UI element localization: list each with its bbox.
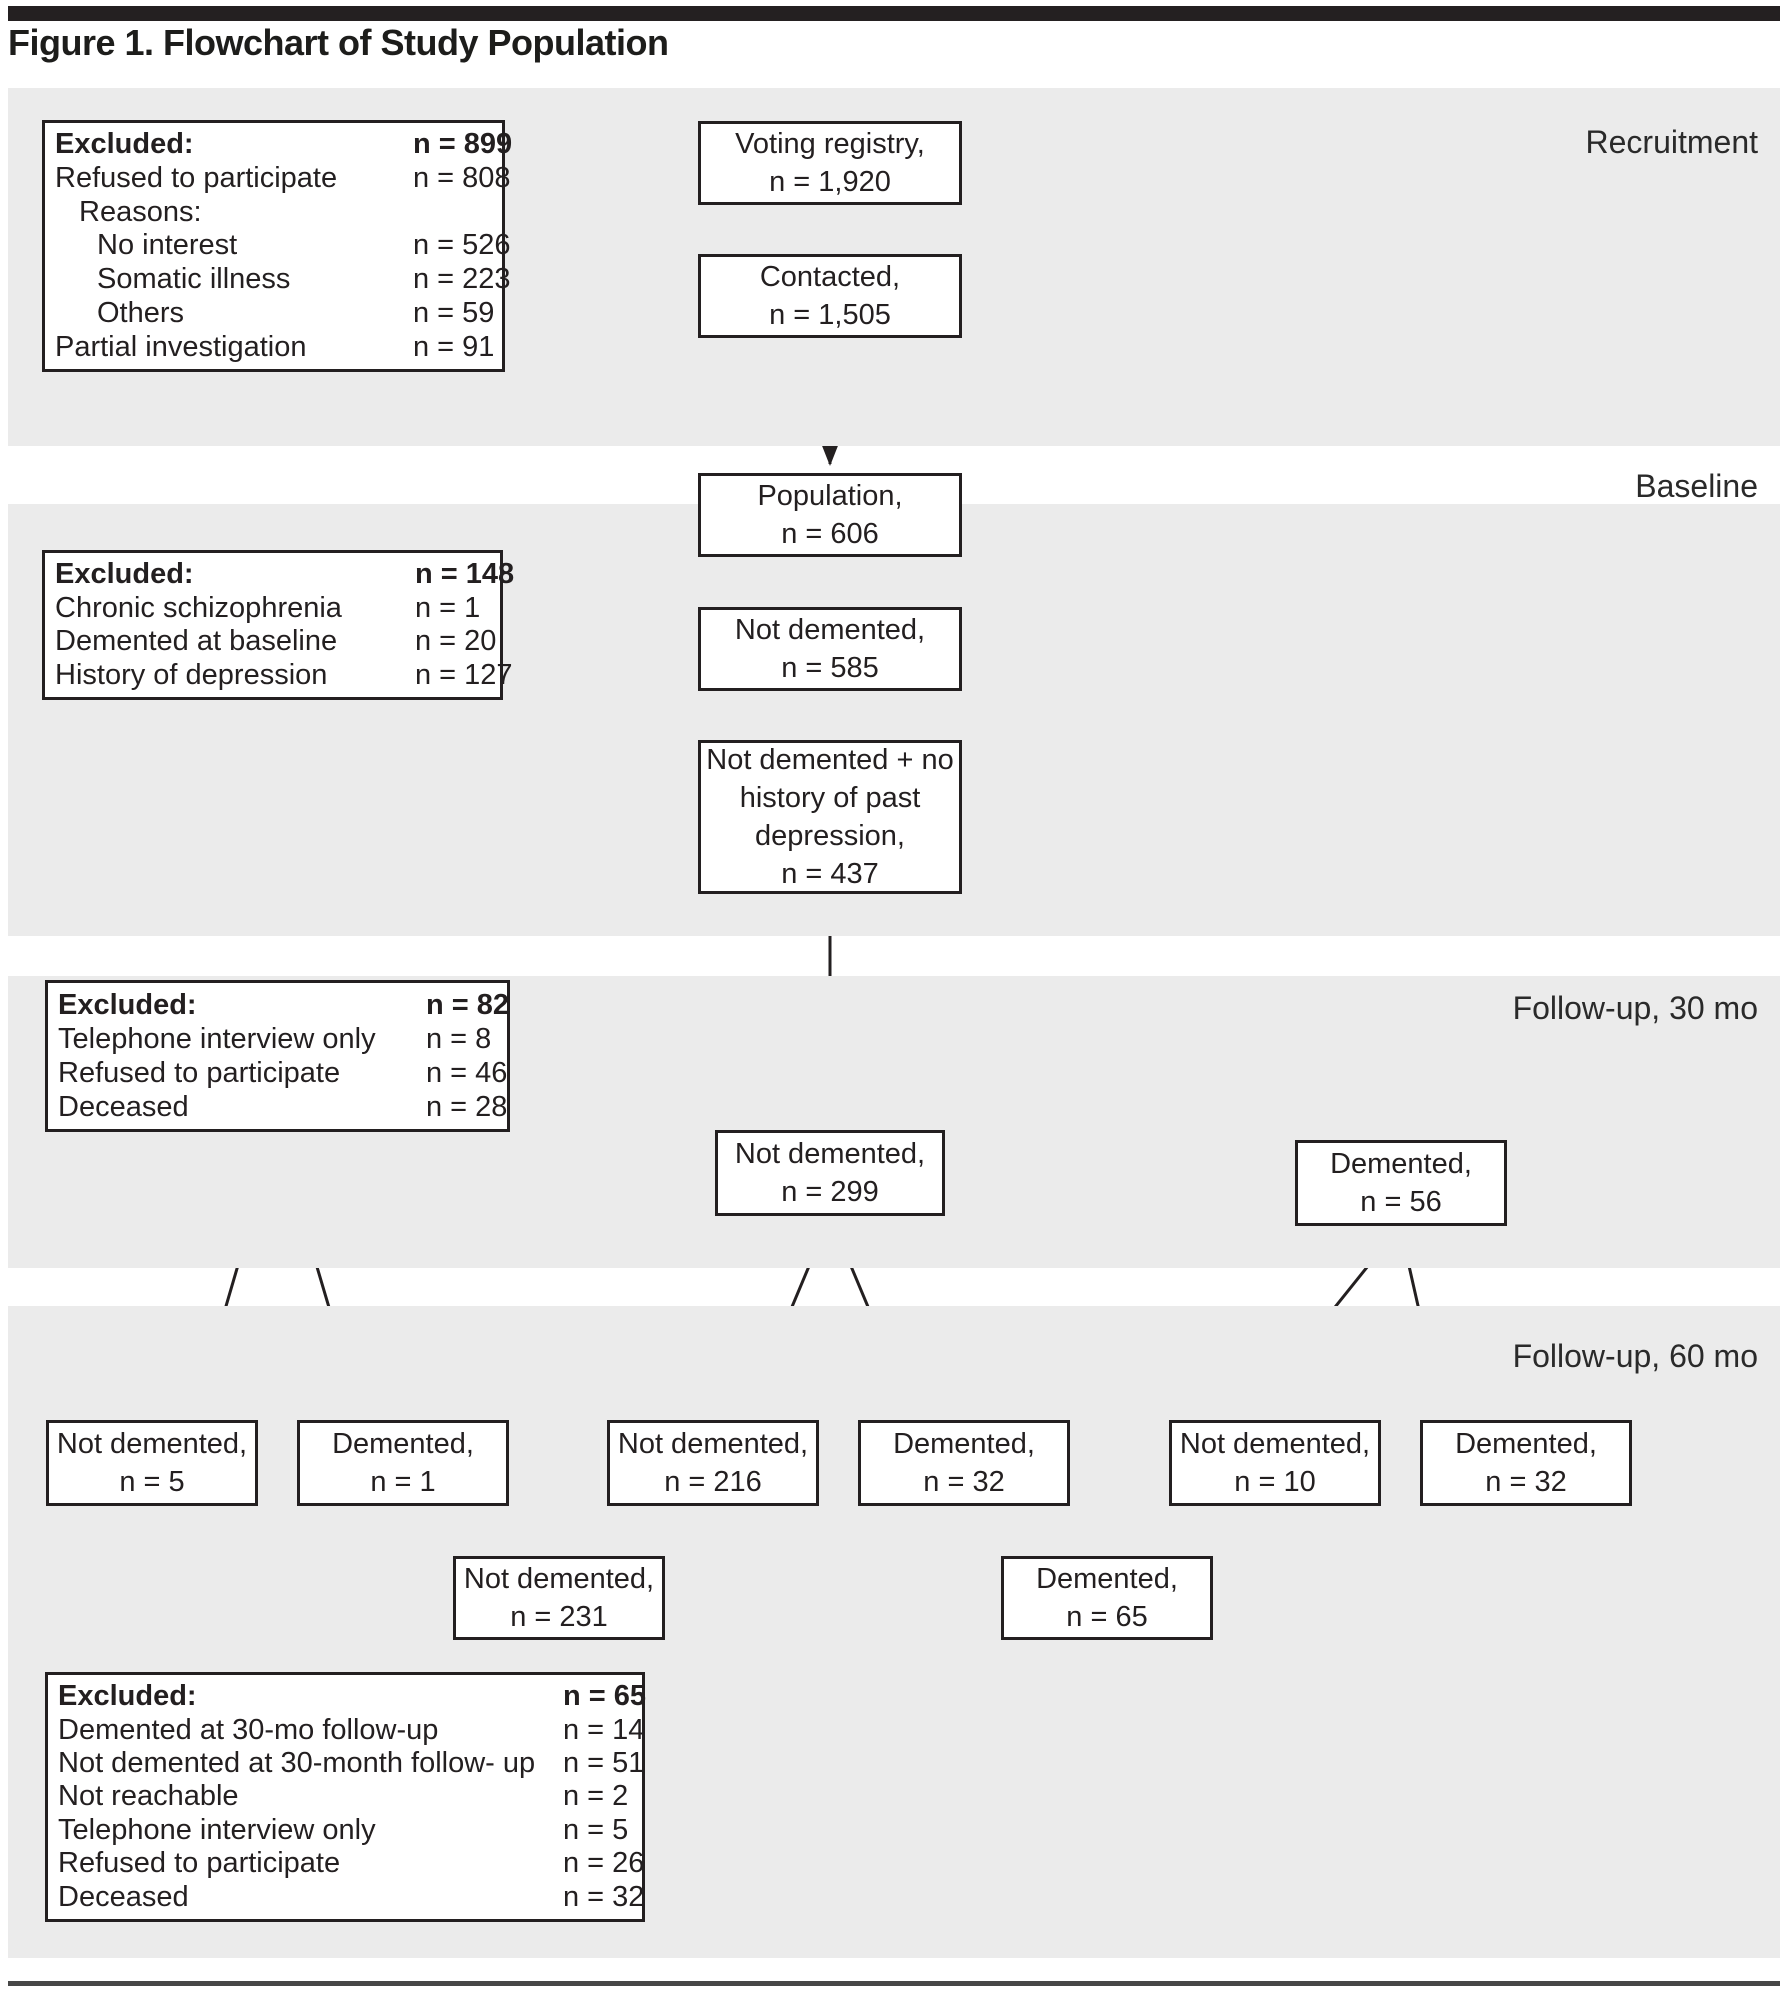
- node-line: Demented,: [332, 1428, 474, 1460]
- exclusion-row: [55, 331, 502, 364]
- node-line: Not demented,: [734, 1138, 926, 1170]
- node-not-demented-585: [698, 607, 962, 691]
- excluded-60mo-box: [45, 1672, 645, 1922]
- exclusion-label: Telephone interview only: [58, 1813, 376, 1846]
- exclusion-value: n = 46: [426, 1056, 508, 1089]
- node-line: Population,: [757, 480, 903, 512]
- node-contacted: [698, 254, 962, 338]
- exclusion-label: Chronic schizophrenia: [55, 591, 342, 624]
- node-not-demented-no-history-437: [698, 740, 962, 894]
- exclusion-label: No interest: [97, 229, 238, 262]
- node-line: Demented,: [1455, 1428, 1597, 1460]
- exclusion-row: [58, 1680, 647, 1713]
- node-not-demented-231: [453, 1556, 665, 1640]
- exclusion-value: n = 148: [415, 558, 515, 591]
- exclusion-label: History of depression: [55, 658, 328, 691]
- exclusion-row: [58, 1713, 645, 1747]
- node-line: n = 10: [1234, 1466, 1316, 1498]
- exclusion-label: Not demented at 30-month follow- up: [58, 1747, 536, 1780]
- exclusion-value: n = 899: [413, 128, 513, 161]
- exclusion-value: n = 26: [563, 1847, 645, 1880]
- phase-label-2: Follow-up, 30 mo: [1512, 990, 1758, 1026]
- node-line: n = 1,920: [769, 166, 891, 198]
- node-not-demented-299: [715, 1130, 945, 1216]
- exclusion-label: Demented at baseline: [55, 625, 338, 658]
- node-line: n = 606: [781, 518, 879, 550]
- exclusion-label: Reasons:: [79, 195, 202, 228]
- title-rule-bar: [8, 6, 1780, 21]
- node-line: Contacted,: [759, 261, 901, 293]
- node-line: Demented,: [1330, 1148, 1472, 1180]
- exclusion-row: [55, 658, 513, 692]
- node-not-demented-5: [46, 1420, 258, 1506]
- exclusion-label: Excluded:: [58, 988, 197, 1021]
- exclusion-label: Not reachable: [58, 1780, 239, 1813]
- exclusion-label: Deceased: [58, 1880, 189, 1913]
- node-line: Demented,: [1036, 1563, 1178, 1595]
- node-line: n = 299: [781, 1176, 879, 1208]
- node-line: Voting registry,: [735, 128, 925, 160]
- exclusion-row: [55, 297, 502, 330]
- figure-title: Figure 1. Flowchart of Study Population: [8, 22, 669, 63]
- exclusion-label: Partial investigation: [55, 330, 307, 363]
- bottom-rule: [8, 1981, 1780, 1986]
- phase-label-0: Recruitment: [1585, 124, 1758, 160]
- phase-label-1: Baseline: [1635, 468, 1758, 504]
- node-line: n = 32: [1485, 1466, 1567, 1498]
- node-demented-65: [1001, 1556, 1213, 1640]
- node-line: Not demented,: [56, 1428, 248, 1460]
- exclusion-value: n = 82: [426, 988, 510, 1021]
- exclusion-row: [58, 1023, 507, 1056]
- exclusion-value: n = 51: [563, 1747, 645, 1780]
- exclusion-row: [55, 592, 500, 625]
- node-demented-32-center: [858, 1420, 1070, 1506]
- exclusion-label: Excluded:: [58, 1680, 197, 1713]
- excluded-baseline-box: [42, 550, 515, 700]
- exclusion-row: [58, 1057, 507, 1090]
- exclusion-row: [58, 1814, 642, 1847]
- exclusion-label: Refused to participate: [55, 162, 338, 195]
- node-line: Not demented,: [463, 1563, 655, 1595]
- exclusion-label: Somatic illness: [97, 263, 291, 296]
- node-line: n = 32: [923, 1466, 1005, 1498]
- node-line: n = 1: [370, 1466, 436, 1498]
- exclusion-value: n = 808: [413, 162, 511, 195]
- node-line: n = 1,505: [769, 299, 891, 331]
- exclusion-value: n = 526: [413, 229, 511, 262]
- exclusion-label: Refused to participate: [58, 1847, 341, 1880]
- node-line: Demented,: [893, 1428, 1035, 1460]
- node-not-demented-216: [607, 1420, 819, 1506]
- node-line: n = 231: [510, 1601, 608, 1633]
- exclusion-row: [58, 1780, 642, 1813]
- exclusion-label: Demented at 30-mo follow-up: [58, 1713, 439, 1746]
- exclusion-row: [58, 1880, 645, 1914]
- node-line: Not demented,: [617, 1428, 809, 1460]
- exclusion-row: [55, 128, 513, 161]
- exclusion-value: n = 20: [415, 625, 497, 658]
- node-line: Not demented + no: [706, 744, 954, 776]
- exclusion-row: [55, 263, 511, 296]
- exclusion-label: Excluded:: [55, 128, 194, 161]
- node-line: n = 65: [1066, 1601, 1148, 1633]
- excluded-recruitment-box: [42, 120, 513, 372]
- exclusion-value: n = 223: [413, 263, 511, 296]
- exclusion-row: [55, 196, 502, 229]
- node-line: depression,: [755, 820, 905, 852]
- exclusion-row: [55, 162, 511, 195]
- exclusion-label: Others: [97, 296, 185, 329]
- exclusion-row: [58, 988, 510, 1022]
- exclusion-value: n = 1: [415, 591, 481, 624]
- node-line: n = 585: [781, 652, 879, 684]
- exclusion-label: Deceased: [58, 1090, 189, 1123]
- node-demented-1: [297, 1420, 509, 1506]
- phase-label-3: Follow-up, 60 mo: [1512, 1338, 1758, 1374]
- node-demented-32-right: [1420, 1420, 1632, 1506]
- exclusion-row: [55, 558, 515, 591]
- exclusion-label: Refused to participate: [58, 1056, 341, 1089]
- exclusion-value: n = 59: [413, 296, 495, 329]
- excluded-30mo-box: [45, 980, 510, 1132]
- node-line: history of past: [739, 782, 921, 814]
- exclusion-label: Excluded:: [55, 558, 194, 591]
- node-line: Not demented,: [1179, 1428, 1371, 1460]
- exclusion-row: [58, 1747, 645, 1780]
- exclusion-value: n = 32: [563, 1880, 645, 1913]
- node-line: n = 5: [119, 1466, 185, 1498]
- node-population: [698, 473, 962, 557]
- node-line: n = 437: [781, 858, 879, 890]
- exclusion-value: n = 65: [563, 1680, 647, 1713]
- node-line: n = 56: [1360, 1186, 1442, 1218]
- exclusion-row: [58, 1847, 645, 1880]
- exclusion-value: n = 5: [563, 1813, 629, 1846]
- exclusion-value: n = 91: [413, 330, 495, 363]
- exclusion-value: n = 14: [563, 1713, 645, 1746]
- node-line: n = 216: [664, 1466, 762, 1498]
- node-line: Not demented,: [734, 614, 926, 646]
- exclusion-value: n = 2: [563, 1780, 629, 1813]
- exclusion-value: n = 28: [426, 1090, 508, 1123]
- exclusion-row: [58, 1091, 507, 1124]
- exclusion-row: [55, 625, 500, 658]
- exclusion-value: n = 127: [415, 658, 513, 691]
- node-demented-56: [1295, 1140, 1507, 1226]
- exclusion-value: n = 8: [426, 1022, 492, 1055]
- node-voting-registry: [698, 121, 962, 205]
- exclusion-row: [55, 229, 511, 262]
- exclusion-label: Telephone interview only: [58, 1022, 376, 1055]
- node-not-demented-10: [1169, 1420, 1381, 1506]
